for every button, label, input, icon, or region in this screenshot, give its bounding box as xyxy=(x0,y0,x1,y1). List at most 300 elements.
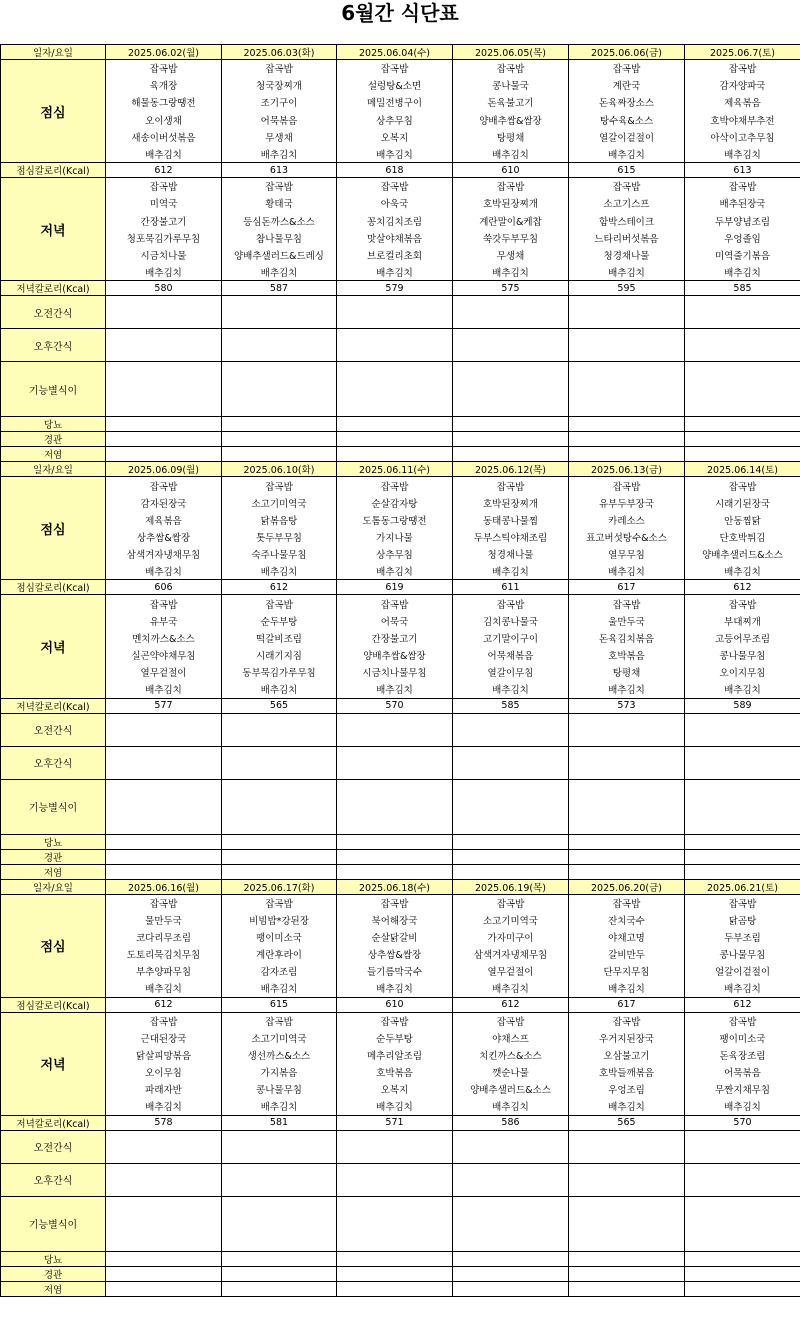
diet-row xyxy=(1,1196,800,1251)
empty-cell xyxy=(685,362,800,417)
empty-cell xyxy=(685,1196,800,1251)
empty-cell xyxy=(685,864,800,879)
calorie-value: 565 xyxy=(569,1115,685,1130)
menu-item: 콩나물무침 xyxy=(685,946,800,963)
am-snack-label: 오전간식 xyxy=(1,1130,106,1163)
diet-row xyxy=(1,1266,800,1281)
dinner-label: 저녁 xyxy=(1,595,106,698)
calorie-row xyxy=(1,580,800,595)
menu-item: 잡곡밥 xyxy=(453,60,569,77)
menu-item: 비빔밥*강된장 xyxy=(222,911,337,928)
empty-cell xyxy=(222,1281,337,1296)
empty-cell xyxy=(337,432,453,447)
calorie-value: 585 xyxy=(685,281,800,296)
menu-item: 배추김치 xyxy=(685,264,800,281)
menu-item: 메밀전병구이 xyxy=(337,94,453,111)
empty-cell xyxy=(337,864,453,879)
empty-cell xyxy=(453,447,569,462)
empty-cell xyxy=(106,296,222,329)
lunch-label: 점심 xyxy=(1,477,106,580)
menu-item: 우엉졸임 xyxy=(685,229,800,246)
menu-item: 열무무침 xyxy=(569,546,685,563)
dish-row xyxy=(1,477,800,494)
date-cell: 2025.06.09(월) xyxy=(106,462,222,477)
menu-item: 청경채나물 xyxy=(453,546,569,563)
empty-cell xyxy=(569,713,685,746)
calorie-value: 613 xyxy=(685,163,800,178)
menu-item: 잡곡밥 xyxy=(569,477,685,494)
calorie-value: 617 xyxy=(569,580,685,595)
menu-item: 잔치국수 xyxy=(569,911,685,928)
menu-item: 코다리무조림 xyxy=(106,928,222,945)
menu-item: 제육볶음 xyxy=(685,94,800,111)
calorie-value: 612 xyxy=(685,580,800,595)
empty-cell xyxy=(569,329,685,362)
calorie-row xyxy=(1,698,800,713)
pm-snack-label: 오후간식 xyxy=(1,1163,106,1196)
dish-row xyxy=(1,111,800,128)
empty-cell xyxy=(222,447,337,462)
empty-cell xyxy=(453,1196,569,1251)
menu-item: 새송이버섯볶음 xyxy=(106,128,222,145)
empty-cell xyxy=(222,713,337,746)
menu-item: 배추김치 xyxy=(222,264,337,281)
menu-item: 도토리묵김치무침 xyxy=(106,946,222,963)
menu-item: 호박야채부추전 xyxy=(685,111,800,128)
empty-cell xyxy=(685,834,800,849)
empty-cell xyxy=(337,296,453,329)
calorie-value: 619 xyxy=(337,580,453,595)
empty-cell xyxy=(453,417,569,432)
menu-item: 숙주나물무침 xyxy=(222,546,337,563)
empty-cell xyxy=(106,1196,222,1251)
menu-item: 배추김치 xyxy=(569,980,685,997)
menu-item: 잡곡밥 xyxy=(337,595,453,612)
empty-cell xyxy=(106,329,222,362)
menu-item: 배추김치 xyxy=(222,681,337,698)
menu-item: 멘치까스&소스 xyxy=(106,629,222,646)
menu-item: 감자양파국 xyxy=(685,77,800,94)
empty-cell xyxy=(569,417,685,432)
menu-item: 탕평채 xyxy=(453,128,569,145)
empty-cell xyxy=(106,746,222,779)
empty-cell xyxy=(453,779,569,834)
calorie-value: 595 xyxy=(569,281,685,296)
menu-item: 물만두국 xyxy=(106,911,222,928)
menu-item: 시래기지짐 xyxy=(222,646,337,663)
menu-item: 오이지무침 xyxy=(685,664,800,681)
lunch-label: 점심 xyxy=(1,60,106,163)
menu-item: 실곤약야채무침 xyxy=(106,646,222,663)
dish-row xyxy=(1,629,800,646)
calorie-row xyxy=(1,1115,800,1130)
menu-item: 배추김치 xyxy=(569,145,685,162)
menu-item: 배추김치 xyxy=(453,563,569,580)
calorie-value: 617 xyxy=(569,997,685,1012)
calorie-value: 610 xyxy=(337,997,453,1012)
empty-cell xyxy=(106,417,222,432)
tube-feeding-label: 경관 xyxy=(1,432,106,447)
menu-item: 닭볶음탕 xyxy=(222,511,337,528)
calorie-value: 579 xyxy=(337,281,453,296)
dish-row xyxy=(1,963,800,980)
dish-row xyxy=(1,928,800,945)
menu-item: 잡곡밥 xyxy=(337,477,453,494)
empty-cell xyxy=(569,432,685,447)
menu-item: 콩나물무침 xyxy=(685,646,800,663)
empty-cell xyxy=(569,849,685,864)
date-cell: 2025.06.19(목) xyxy=(453,879,569,894)
calorie-value: 571 xyxy=(337,1115,453,1130)
menu-item: 잡곡밥 xyxy=(453,894,569,911)
menu-item: 부대찌개 xyxy=(685,612,800,629)
menu-item: 잡곡밥 xyxy=(569,178,685,195)
date-cell: 2025.06.05(목) xyxy=(453,45,569,60)
menu-item: 제육볶음 xyxy=(106,511,222,528)
calorie-value: 580 xyxy=(106,281,222,296)
menu-item: 떡갈비조림 xyxy=(222,629,337,646)
calorie-value: 615 xyxy=(222,997,337,1012)
calorie-value: 565 xyxy=(222,698,337,713)
empty-cell xyxy=(569,362,685,417)
menu-item: 우거지된장국 xyxy=(569,1029,685,1046)
dish-row xyxy=(1,212,800,229)
menu-item: 순두부탕 xyxy=(337,1029,453,1046)
menu-item: 무생채 xyxy=(453,246,569,263)
menu-item: 배추김치 xyxy=(106,681,222,698)
menu-item: 콩나물국 xyxy=(453,77,569,94)
dish-row xyxy=(1,511,800,528)
dish-row xyxy=(1,528,800,545)
empty-cell xyxy=(685,432,800,447)
empty-cell xyxy=(222,432,337,447)
menu-item: 울만두국 xyxy=(569,612,685,629)
dish-row xyxy=(1,1098,800,1115)
menu-item: 상추무침 xyxy=(337,546,453,563)
menu-item: 잡곡밥 xyxy=(222,477,337,494)
menu-item: 닭곰탕 xyxy=(685,911,800,928)
menu-item: 소고기미역국 xyxy=(453,911,569,928)
menu-item: 부추양파무침 xyxy=(106,963,222,980)
menu-item: 배추김치 xyxy=(685,681,800,698)
week-header-row xyxy=(1,45,800,60)
dish-row xyxy=(1,894,800,911)
empty-cell xyxy=(685,1251,800,1266)
empty-cell xyxy=(337,713,453,746)
dinner-kcal-label: 저녁칼로리(Kcal) xyxy=(1,1115,106,1130)
menu-item: 호박볶음 xyxy=(337,1064,453,1081)
empty-cell xyxy=(569,296,685,329)
menu-item: 유부국 xyxy=(106,612,222,629)
menu-item: 잡곡밥 xyxy=(685,894,800,911)
menu-item: 잡곡밥 xyxy=(222,1012,337,1029)
menu-item: 잡곡밥 xyxy=(685,178,800,195)
menu-item: 양배추쌈&쌈장 xyxy=(453,111,569,128)
dish-row xyxy=(1,911,800,928)
week-header-row xyxy=(1,879,800,894)
empty-cell xyxy=(569,1163,685,1196)
dish-row xyxy=(1,563,800,580)
menu-item: 잡곡밥 xyxy=(222,60,337,77)
calorie-value: 612 xyxy=(222,580,337,595)
menu-item: 배추김치 xyxy=(453,145,569,162)
dish-row xyxy=(1,681,800,698)
date-cell: 2025.06.7(토) xyxy=(685,45,800,60)
menu-item: 근대된장국 xyxy=(106,1029,222,1046)
menu-item: 유부두부장국 xyxy=(569,494,685,511)
date-cell: 2025.06.03(화) xyxy=(222,45,337,60)
empty-cell xyxy=(685,849,800,864)
empty-cell xyxy=(337,417,453,432)
dish-row xyxy=(1,1047,800,1064)
menu-item: 등심돈까스&소스 xyxy=(222,212,337,229)
dish-row xyxy=(1,546,800,563)
empty-cell xyxy=(337,1163,453,1196)
menu-item: 동부묵김가루무침 xyxy=(222,664,337,681)
calorie-value: 612 xyxy=(453,997,569,1012)
empty-cell xyxy=(222,1251,337,1266)
date-cell: 2025.06.11(수) xyxy=(337,462,453,477)
empty-cell xyxy=(222,1196,337,1251)
calorie-value: 612 xyxy=(685,997,800,1012)
menu-item: 깻순나물 xyxy=(453,1064,569,1081)
pm-snack-label: 오후간식 xyxy=(1,329,106,362)
date-cell: 2025.06.17(화) xyxy=(222,879,337,894)
menu-item: 안동찜닭 xyxy=(685,511,800,528)
empty-cell xyxy=(106,864,222,879)
menu-item: 오복지 xyxy=(337,1081,453,1098)
menu-item: 느타리버섯볶음 xyxy=(569,229,685,246)
dish-row xyxy=(1,178,800,195)
calorie-value: 612 xyxy=(106,163,222,178)
calorie-value: 587 xyxy=(222,281,337,296)
date-cell: 2025.06.02(월) xyxy=(106,45,222,60)
menu-item: 배추김치 xyxy=(569,563,685,580)
menu-item: 탕평채 xyxy=(569,664,685,681)
empty-cell xyxy=(222,1130,337,1163)
diet-row xyxy=(1,713,800,746)
menu-item: 배추김치 xyxy=(337,264,453,281)
week-header-row xyxy=(1,462,800,477)
empty-cell xyxy=(222,864,337,879)
menu-item: 탕수육&소스 xyxy=(569,111,685,128)
low-salt-label: 저염 xyxy=(1,864,106,879)
menu-item: 배추김치 xyxy=(106,264,222,281)
menu-item: 배추김치 xyxy=(106,1098,222,1115)
menu-item: 배추김치 xyxy=(337,145,453,162)
menu-item: 배추김치 xyxy=(106,563,222,580)
menu-item: 상추쌈&쌈장 xyxy=(106,528,222,545)
empty-cell xyxy=(106,1281,222,1296)
dish-row xyxy=(1,980,800,997)
menu-item: 계란국 xyxy=(569,77,685,94)
menu-item: 황태국 xyxy=(222,195,337,212)
menu-item: 브로컬리초회 xyxy=(337,246,453,263)
empty-cell xyxy=(222,296,337,329)
menu-item: 치킨까스&소스 xyxy=(453,1047,569,1064)
menu-item: 잡곡밥 xyxy=(106,477,222,494)
empty-cell xyxy=(569,834,685,849)
diet-row xyxy=(1,834,800,849)
menu-item: 메추리알조림 xyxy=(337,1047,453,1064)
diet-row xyxy=(1,329,800,362)
calorie-value: 570 xyxy=(685,1115,800,1130)
empty-cell xyxy=(569,1281,685,1296)
empty-cell xyxy=(685,417,800,432)
dinner-label: 저녁 xyxy=(1,1012,106,1115)
am-snack-label: 오전간식 xyxy=(1,296,106,329)
dish-row xyxy=(1,229,800,246)
dish-row xyxy=(1,946,800,963)
empty-cell xyxy=(453,849,569,864)
diet-row xyxy=(1,1130,800,1163)
menu-item: 김치콩나물국 xyxy=(453,612,569,629)
menu-item: 배추김치 xyxy=(453,980,569,997)
calorie-value: 586 xyxy=(453,1115,569,1130)
menu-item: 배추김치 xyxy=(337,1098,453,1115)
menu-item: 닭살피망볶음 xyxy=(106,1047,222,1064)
menu-item: 양배추샐러드&드레싱 xyxy=(222,246,337,263)
diet-row xyxy=(1,417,800,432)
dish-row xyxy=(1,1012,800,1029)
empty-cell xyxy=(569,1266,685,1281)
menu-item: 소고기미역국 xyxy=(222,494,337,511)
empty-cell xyxy=(222,834,337,849)
empty-cell xyxy=(569,1196,685,1251)
tube-feeding-label: 경관 xyxy=(1,849,106,864)
menu-item: 배추된장국 xyxy=(685,195,800,212)
diet-row xyxy=(1,362,800,417)
diet-row xyxy=(1,432,800,447)
empty-cell xyxy=(685,1281,800,1296)
date-cell: 2025.06.16(월) xyxy=(106,879,222,894)
dish-row xyxy=(1,145,800,162)
calorie-value: 615 xyxy=(569,163,685,178)
menu-item: 어묵국 xyxy=(337,612,453,629)
date-cell: 2025.06.12(목) xyxy=(453,462,569,477)
menu-item: 야채스프 xyxy=(453,1029,569,1046)
menu-item: 육개장 xyxy=(106,77,222,94)
menu-item: 잡곡밥 xyxy=(453,1012,569,1029)
menu-item: 배추김치 xyxy=(222,980,337,997)
functional-diet-label: 기능별식이 xyxy=(1,1196,106,1251)
menu-item: 쑥갓두부무침 xyxy=(453,229,569,246)
empty-cell xyxy=(685,779,800,834)
empty-cell xyxy=(569,746,685,779)
diabetes-label: 당뇨 xyxy=(1,1251,106,1266)
menu-item: 감자조림 xyxy=(222,963,337,980)
calorie-value: 606 xyxy=(106,580,222,595)
empty-cell xyxy=(337,447,453,462)
empty-cell xyxy=(453,362,569,417)
menu-item: 무짠지채무침 xyxy=(685,1081,800,1098)
empty-cell xyxy=(569,864,685,879)
empty-cell xyxy=(685,329,800,362)
menu-item: 오삼불고기 xyxy=(569,1047,685,1064)
dish-row xyxy=(1,612,800,629)
dish-row xyxy=(1,1081,800,1098)
menu-item: 잡곡밥 xyxy=(685,1012,800,1029)
menu-item: 잡곡밥 xyxy=(337,178,453,195)
menu-item: 오복지 xyxy=(337,128,453,145)
menu-item: 팽이미소국 xyxy=(685,1029,800,1046)
empty-cell xyxy=(337,779,453,834)
menu-item: 잡곡밥 xyxy=(222,178,337,195)
menu-item: 북어해장국 xyxy=(337,911,453,928)
menu-item: 조기구이 xyxy=(222,94,337,111)
menu-table xyxy=(0,44,800,1297)
menu-item: 잡곡밥 xyxy=(222,894,337,911)
empty-cell xyxy=(106,1163,222,1196)
dish-row xyxy=(1,664,800,681)
menu-item: 잡곡밥 xyxy=(569,894,685,911)
diet-row xyxy=(1,296,800,329)
menu-item: 열갈이무침 xyxy=(453,664,569,681)
menu-item: 삼색겨자냉채무침 xyxy=(453,946,569,963)
menu-item: 배추김치 xyxy=(685,563,800,580)
menu-item: 배추김치 xyxy=(685,1098,800,1115)
empty-cell xyxy=(222,849,337,864)
menu-item: 청경채나물 xyxy=(569,246,685,263)
menu-item: 양배추샐러드&소스 xyxy=(453,1081,569,1098)
menu-item: 배추김치 xyxy=(453,1098,569,1115)
empty-cell xyxy=(106,713,222,746)
menu-item: 팽이미소국 xyxy=(222,928,337,945)
menu-item: 간장불고기 xyxy=(337,629,453,646)
empty-cell xyxy=(569,1251,685,1266)
empty-cell xyxy=(106,849,222,864)
empty-cell xyxy=(337,834,453,849)
menu-item: 시금치나물무침 xyxy=(337,664,453,681)
dish-row xyxy=(1,246,800,263)
menu-item: 순살닭갈비 xyxy=(337,928,453,945)
menu-item: 두부스틱야채조림 xyxy=(453,528,569,545)
menu-item: 잡곡밥 xyxy=(453,595,569,612)
calorie-value: 612 xyxy=(106,997,222,1012)
menu-item: 잡곡밥 xyxy=(106,595,222,612)
dish-row xyxy=(1,1064,800,1081)
calorie-value: 589 xyxy=(685,698,800,713)
diet-row xyxy=(1,746,800,779)
dinner-kcal-label: 저녁칼로리(Kcal) xyxy=(1,281,106,296)
diet-row xyxy=(1,447,800,462)
menu-item: 청포묵김가루무침 xyxy=(106,229,222,246)
calorie-value: 611 xyxy=(453,580,569,595)
menu-item: 톳두부무침 xyxy=(222,528,337,545)
menu-item: 양배추샐러드&소스 xyxy=(685,546,800,563)
empty-cell xyxy=(453,1251,569,1266)
menu-item: 잡곡밥 xyxy=(685,595,800,612)
menu-item: 잡곡밥 xyxy=(337,1012,453,1029)
calorie-value: 585 xyxy=(453,698,569,713)
empty-cell xyxy=(453,864,569,879)
menu-item: 배추김치 xyxy=(453,264,569,281)
empty-cell xyxy=(222,1266,337,1281)
empty-cell xyxy=(685,1266,800,1281)
calorie-value: 581 xyxy=(222,1115,337,1130)
menu-item: 잡곡밥 xyxy=(106,1012,222,1029)
empty-cell xyxy=(453,746,569,779)
menu-item: 콩나물무침 xyxy=(222,1081,337,1098)
empty-cell xyxy=(106,779,222,834)
calorie-value: 618 xyxy=(337,163,453,178)
menu-item: 잡곡밥 xyxy=(106,60,222,77)
menu-item: 잡곡밥 xyxy=(222,595,337,612)
functional-diet-label: 기능별식이 xyxy=(1,779,106,834)
menu-item: 아삭이고추무침 xyxy=(685,128,800,145)
menu-item: 순살감자탕 xyxy=(337,494,453,511)
low-salt-label: 저염 xyxy=(1,1281,106,1296)
